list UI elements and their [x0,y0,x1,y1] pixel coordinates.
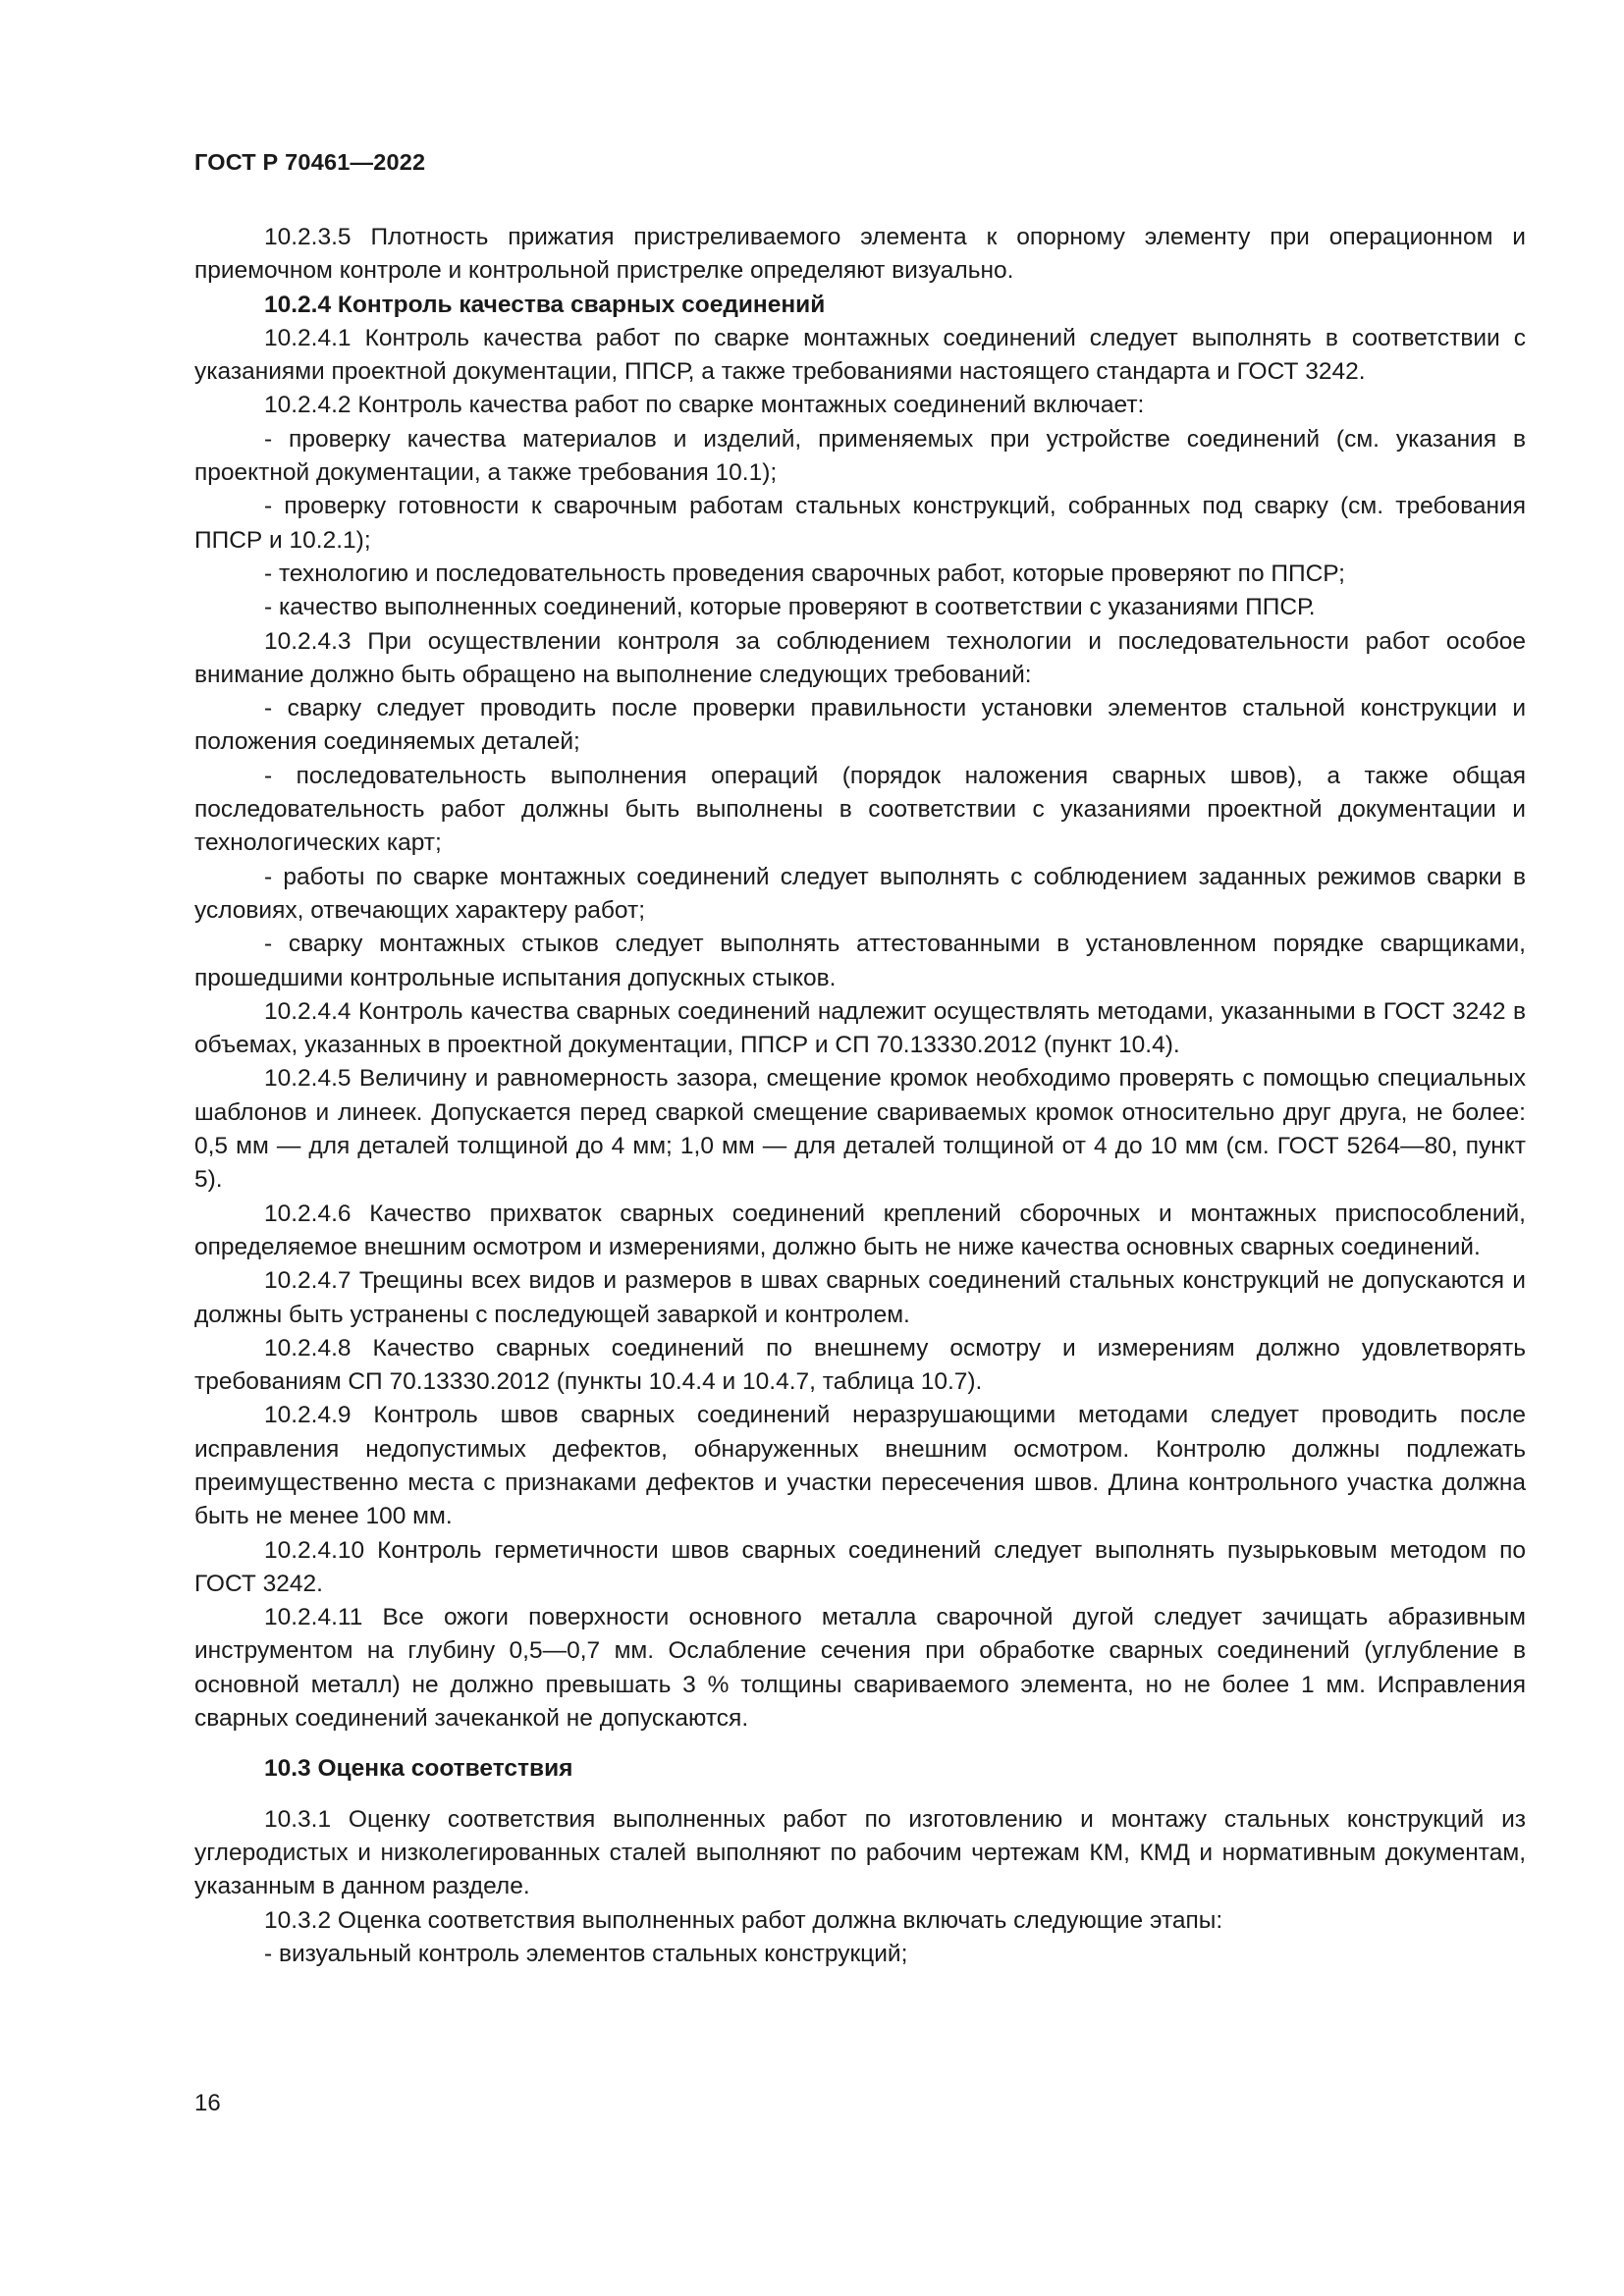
paragraph-10-2-4-10: 10.2.4.10 Контроль герметичности швов сварных соединений следует выполнять пузырьковым методом по ГОСТ 3242. [194,1536,1526,1597]
paragraph-10-2-4-5: 10.2.4.5 Величину и равномерность зазора, смещение кромок необходимо проверять с помощью специальных шаблонов и линеек. Допускается перед сваркой смещение свариваемых кромок относительно друг друга, не более: 0,5 мм — для деталей толщиной до 4 мм; 1,0 мм — для деталей толщиной от 4 до 10 мм (см. ГОСТ 5264—80, пункт 5). [194,1065,1526,1194]
paragraph-10-2-4-9: 10.2.4.9 Контроль швов сварных соединений неразрушающими методами следует проводить после исправления недопустимых дефектов, обнаруженных внешним осмотром. Контролю должны подлежать преимущественно места с признаками дефектов и участки пересечения швов. Длина контрольного участка должна быть не менее 100 мм. [194,1402,1526,1530]
list-item: - сварку монтажных стыков следует выполнять аттестованными в установленном порядке сварщиками, прошедшими контрольные испытания допускных стыков. [194,931,1526,991]
document-header: ГОСТ Р 70461—2022 [194,149,426,175]
subsection-heading-10-2-4: 10.2.4 Контроль качества сварных соединений [264,291,826,318]
page-number: 16 [194,2090,221,2116]
paragraph-10-2-4-6: 10.2.4.6 Качество прихваток сварных соединений креплений сборочных и монтажных приспособлений, определяемое внешним осмотром и измерениями, должно быть не ниже качества основных сварных соединений. [194,1200,1526,1260]
paragraph-10-2-4-4: 10.2.4.4 Контроль качества сварных соединений надлежит осуществлять методами, указанными в ГОСТ 3242 в объемах, указанных в проектной документации, ППСР и СП 70.13330.2012 (пункт 10.4). [194,997,1526,1059]
document-body [194,221,1526,1971]
list-item: - технологию и последовательность проведения сварочных работ, которые проверяют по ППСР; [264,560,1345,587]
paragraph-10-2-4-1: 10.2.4.1 Контроль качества работ по сварке монтажных соединений следует выполнять в соответствии с указаниями проектной документации, ППСР, а также требованиями настоящего стандарта и ГОСТ 3242. [194,324,1526,386]
paragraph-10-2-4-11: 10.2.4.11 Все ожоги поверхности основного металла сварочной дугой следует зачищать абразивным инструментом на глубину 0,5—0,7 мм. Ослабление сечения при обработке сварных соединений (углубление в основной металл) не должно превышать 3 % толщины свариваемого элемента, но не более 1 мм. Исправления сварных соединений зачеканкой не допускаются. [194,1604,1526,1733]
list-item: - работы по сварке монтажных соединений следует выполнять с соблюдением заданных режимов сварки в условиях, отвечающих характеру работ; [194,863,1526,924]
paragraph-10-3-2: 10.3.2 Оценка соответствия выполненных работ должна включать следующие этапы: [264,1906,1223,1934]
list-item: - проверку готовности к сварочным работам стальных конструкций, собранных под сварку (см. требования ППСР и 10.2.1); [194,493,1526,554]
list-item: - последовательность выполнения операций (порядок наложения сварных швов), а также общая последовательность работ должны быть выполнены в соответствии с указаниями проектной документации и технологических карт; [194,762,1526,857]
paragraph-10-2-4-2: 10.2.4.2 Контроль качества работ по сварке монтажных соединений включает: [264,392,1145,419]
list-item: - качество выполненных соединений, которые проверяют в соответствии с указаниями ППСР. [264,594,1316,621]
list-item: - визуальный контроль элементов стальных конструкций; [264,1940,908,1967]
section-heading-10-3: 10.3 Оценка соответствия [264,1755,573,1783]
list-item: - проверку качества материалов и изделий, применяемых при устройстве соединений (см. указания в проектной документации, а также требования 10.1); [194,425,1526,487]
paragraph-10-2-4-7: 10.2.4.7 Трещины всех видов и размеров в швах сварных соединений стальных конструкций не допускаются и должны быть устранены с последующей заваркой и контролем. [194,1267,1526,1328]
paragraph-10-3-1: 10.3.1 Оценку соответствия выполненных работ по изготовлению и монтажу стальных конструкций из углеродистых и низколегированных сталей выполняют по рабочим чертежам КМ, КМД и нормативным документам, указанным в данном разделе. [194,1805,1526,1900]
paragraph-10-2-3-5: 10.2.3.5 Плотность прижатия пристреливаемого элемента к опорному элементу при операционном и приемочном контроле и контрольной пристрелке определяют визуально. [194,224,1526,285]
list-item: - сварку следует проводить после проверки правильности установки элементов стальной конструкции и положения соединяемых деталей; [194,695,1526,756]
paragraph-10-2-4-8: 10.2.4.8 Качество сварных соединений по внешнему осмотру и измерениям должно удовлетворять требованиям СП 70.13330.2012 (пункты 10.4.4 и 10.4.7, таблица 10.7). [194,1334,1526,1396]
paragraph-10-2-4-3: 10.2.4.3 При осуществлении контроля за соблюдением технологии и последовательности работ особое внимание должно быть обращено на выполнение следующих требований: [194,627,1526,688]
